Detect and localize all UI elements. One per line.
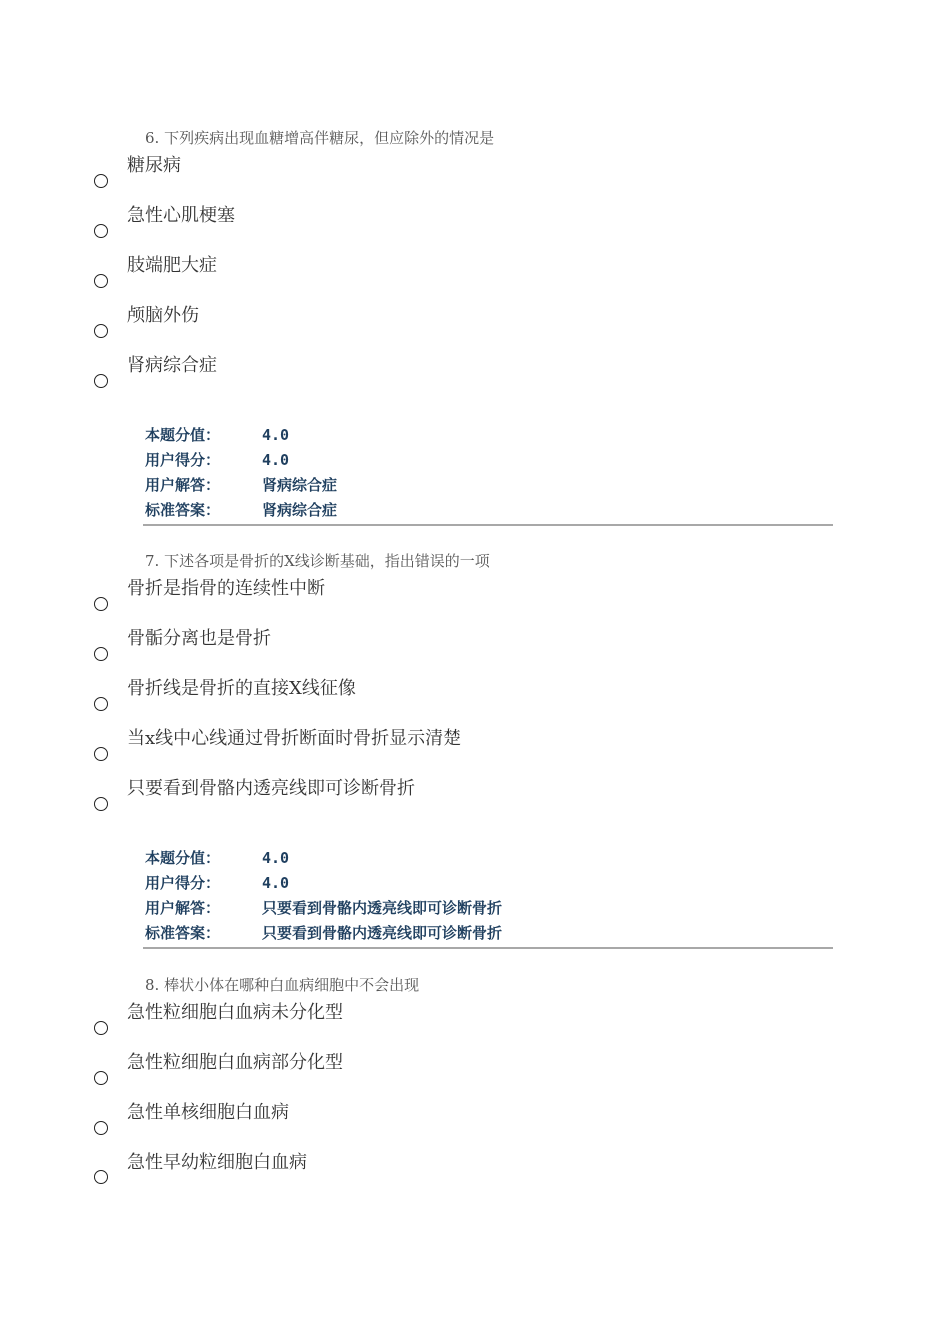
- option-label: 颅脑外伤: [127, 305, 199, 326]
- option-radio[interactable]: [94, 174, 108, 188]
- user-score-value: 4.0: [262, 451, 290, 469]
- option-label: 急性粒细胞白血病部分化型: [127, 1052, 343, 1073]
- option-label: 肢端肥大症: [127, 255, 217, 276]
- option-label: 肾病综合症: [127, 355, 217, 376]
- standard-answer-label: 标准答案：: [145, 501, 221, 519]
- option-label: 糖尿病: [127, 155, 181, 176]
- option-label: 骨折线是骨折的直接X线征像: [127, 678, 356, 699]
- user-answer-label: 用户解答：: [145, 899, 221, 917]
- option-label: 只要看到骨骼内透亮线即可诊断骨折: [127, 778, 415, 799]
- option-radio[interactable]: [94, 1121, 108, 1135]
- user-answer-value: 只要看到骨骼内透亮线即可诊断骨折: [262, 899, 503, 917]
- standard-answer-value: 肾病综合症: [262, 501, 338, 519]
- option-label: 骨骺分离也是骨折: [127, 628, 271, 649]
- option-label: 急性粒细胞白血病未分化型: [127, 1002, 343, 1023]
- option-radio[interactable]: [94, 747, 108, 761]
- option-radio[interactable]: [94, 274, 108, 288]
- question-title: 8. 棒状小体在哪种白血病细胞中不会出现: [145, 976, 420, 994]
- option-radio[interactable]: [94, 324, 108, 338]
- question-title: 6. 下列疾病出现血糖增高伴糖尿，但应除外的情况是: [145, 129, 495, 147]
- option-radio[interactable]: [94, 697, 108, 711]
- user-score-label: 用户得分：: [145, 874, 221, 892]
- option-label: 当x线中心线通过骨折断面时骨折显示清楚: [127, 728, 462, 749]
- points-label: 本题分值：: [145, 849, 221, 867]
- option-label: 急性早幼粒细胞白血病: [127, 1152, 307, 1173]
- standard-answer-label: 标准答案：: [145, 924, 221, 942]
- points-value: 4.0: [262, 849, 290, 867]
- user-answer-label: 用户解答：: [145, 476, 221, 494]
- score-panel: [143, 424, 833, 526]
- option-radio[interactable]: [94, 1071, 108, 1085]
- points-label: 本题分值：: [145, 426, 221, 444]
- score-panel: [143, 847, 833, 949]
- option-label: 急性单核细胞白血病: [127, 1102, 289, 1123]
- option-label: 骨折是指骨的连续性中断: [127, 578, 325, 599]
- standard-answer-value: 只要看到骨骼内透亮线即可诊断骨折: [262, 924, 503, 942]
- option-radio[interactable]: [94, 647, 108, 661]
- option-radio[interactable]: [94, 1021, 108, 1035]
- user-answer-value: 肾病综合症: [262, 476, 338, 494]
- option-radio[interactable]: [94, 1170, 108, 1184]
- points-value: 4.0: [262, 426, 290, 444]
- option-label: 急性心肌梗塞: [127, 205, 235, 226]
- option-radio[interactable]: [94, 597, 108, 611]
- user-score-label: 用户得分：: [145, 451, 221, 469]
- option-radio[interactable]: [94, 224, 108, 238]
- user-score-value: 4.0: [262, 874, 290, 892]
- option-radio[interactable]: [94, 797, 108, 811]
- option-radio[interactable]: [94, 374, 108, 388]
- question-title: 7. 下述各项是骨折的X线诊断基础，指出错误的一项: [145, 552, 490, 570]
